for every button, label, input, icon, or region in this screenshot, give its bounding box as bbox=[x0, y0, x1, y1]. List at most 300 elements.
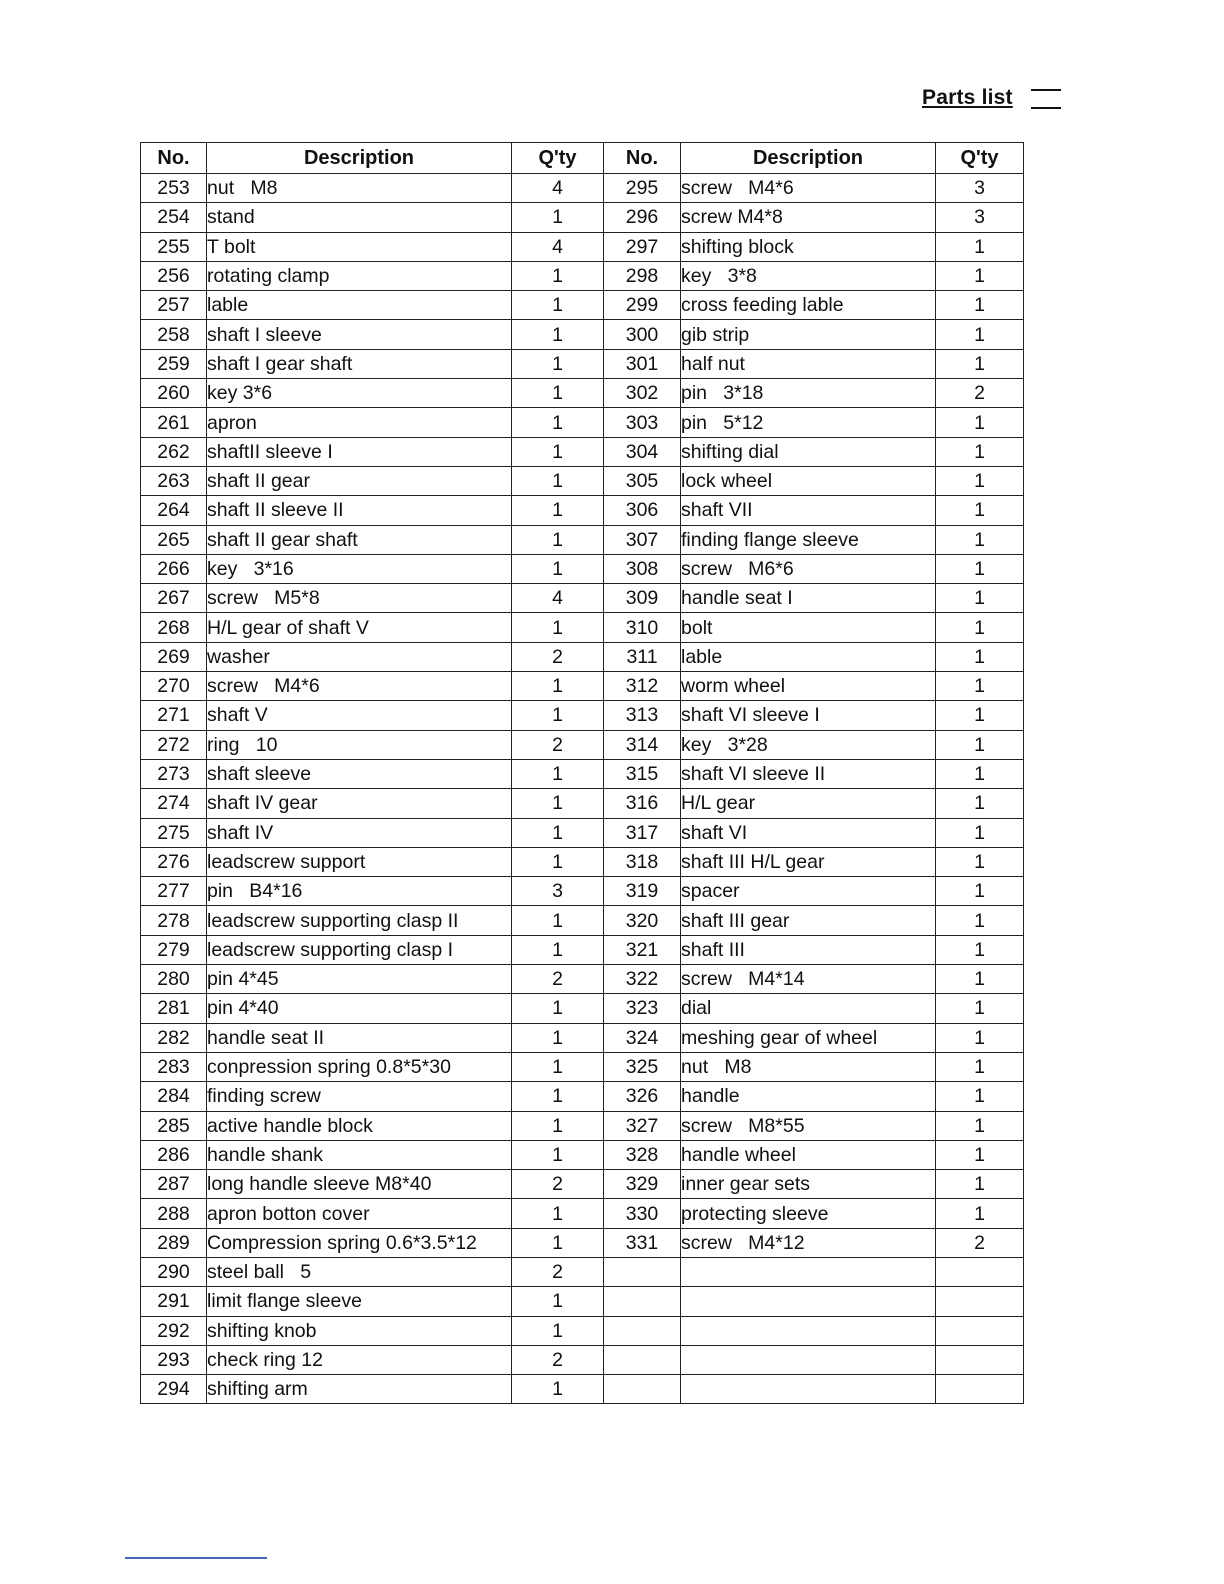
part-description-cell: screw M4*14 bbox=[681, 965, 936, 994]
part-number-cell: 263 bbox=[141, 466, 207, 495]
part-description-cell: steel ball 5 bbox=[207, 1257, 512, 1286]
part-quantity-cell: 1 bbox=[936, 1023, 1024, 1052]
part-description-cell: finding screw bbox=[207, 1082, 512, 1111]
part-description-cell: apron bbox=[207, 408, 512, 437]
part-description-cell: nut M8 bbox=[681, 1052, 936, 1081]
part-quantity-cell: 1 bbox=[936, 994, 1024, 1023]
part-quantity-cell: 1 bbox=[512, 906, 604, 935]
part-quantity-cell: 1 bbox=[512, 1199, 604, 1228]
part-quantity-cell: 1 bbox=[936, 1140, 1024, 1169]
part-quantity-cell: 1 bbox=[512, 672, 604, 701]
table-row bbox=[141, 1375, 1024, 1404]
part-number-cell: 312 bbox=[604, 672, 681, 701]
part-quantity-cell: 1 bbox=[936, 613, 1024, 642]
table-row bbox=[141, 1228, 1024, 1257]
table-row bbox=[141, 994, 1024, 1023]
part-description-cell: H/L gear of shaft V bbox=[207, 613, 512, 642]
part-quantity-cell: 1 bbox=[512, 701, 604, 730]
table-row bbox=[141, 1257, 1024, 1286]
part-number-cell: 315 bbox=[604, 759, 681, 788]
part-quantity-cell: 1 bbox=[936, 584, 1024, 613]
part-quantity-cell bbox=[936, 1375, 1024, 1404]
part-quantity-cell: 1 bbox=[936, 701, 1024, 730]
part-description-cell: dial bbox=[681, 994, 936, 1023]
part-description-cell: rotating clamp bbox=[207, 261, 512, 290]
part-number-cell: 319 bbox=[604, 877, 681, 906]
part-description-cell: shifting dial bbox=[681, 437, 936, 466]
part-quantity-cell bbox=[936, 1316, 1024, 1345]
part-description-cell: screw M4*6 bbox=[681, 174, 936, 203]
part-number-cell: 299 bbox=[604, 291, 681, 320]
part-quantity-cell bbox=[936, 1345, 1024, 1374]
part-quantity-cell: 1 bbox=[936, 877, 1024, 906]
part-quantity-cell: 3 bbox=[936, 203, 1024, 232]
part-quantity-cell: 1 bbox=[936, 1052, 1024, 1081]
part-number-cell: 309 bbox=[604, 584, 681, 613]
part-description-cell: shifting knob bbox=[207, 1316, 512, 1345]
part-quantity-cell: 1 bbox=[512, 1023, 604, 1052]
part-description-cell: leadscrew support bbox=[207, 847, 512, 876]
part-quantity-cell: 1 bbox=[936, 1082, 1024, 1111]
part-description-cell: worm wheel bbox=[681, 672, 936, 701]
part-quantity-cell: 1 bbox=[512, 496, 604, 525]
part-quantity-cell: 4 bbox=[512, 584, 604, 613]
part-number-cell: 288 bbox=[141, 1199, 207, 1228]
part-description-cell: screw M4*8 bbox=[681, 203, 936, 232]
part-description-cell: key 3*16 bbox=[207, 554, 512, 583]
part-quantity-cell: 1 bbox=[512, 1316, 604, 1345]
table-row bbox=[141, 1111, 1024, 1140]
part-description-cell: stand bbox=[207, 203, 512, 232]
part-quantity-cell: 1 bbox=[512, 525, 604, 554]
part-number-cell: 294 bbox=[141, 1375, 207, 1404]
part-number-cell: 289 bbox=[141, 1228, 207, 1257]
part-description-cell: bolt bbox=[681, 613, 936, 642]
title-dash-decoration bbox=[1031, 89, 1061, 91]
part-quantity-cell: 2 bbox=[936, 1228, 1024, 1257]
part-number-cell: 330 bbox=[604, 1199, 681, 1228]
part-number-cell: 282 bbox=[141, 1023, 207, 1052]
part-number-cell: 272 bbox=[141, 730, 207, 759]
part-quantity-cell: 1 bbox=[936, 232, 1024, 261]
part-description-cell: handle bbox=[681, 1082, 936, 1111]
part-number-cell: 260 bbox=[141, 379, 207, 408]
part-description-cell: lock wheel bbox=[681, 466, 936, 495]
table-row bbox=[141, 642, 1024, 671]
part-quantity-cell: 2 bbox=[512, 642, 604, 671]
part-description-cell: key 3*28 bbox=[681, 730, 936, 759]
part-description-cell bbox=[681, 1257, 936, 1286]
part-quantity-cell: 1 bbox=[512, 1228, 604, 1257]
part-quantity-cell bbox=[936, 1287, 1024, 1316]
table-row bbox=[141, 759, 1024, 788]
part-quantity-cell: 2 bbox=[512, 965, 604, 994]
part-number-cell: 313 bbox=[604, 701, 681, 730]
table-row bbox=[141, 408, 1024, 437]
part-number-cell: 292 bbox=[141, 1316, 207, 1345]
table-row bbox=[141, 496, 1024, 525]
part-description-cell: shaft II sleeve II bbox=[207, 496, 512, 525]
part-number-cell: 322 bbox=[604, 965, 681, 994]
part-number-cell bbox=[604, 1316, 681, 1345]
part-number-cell: 295 bbox=[604, 174, 681, 203]
footer-line bbox=[125, 1557, 267, 1559]
part-description-cell: T bolt bbox=[207, 232, 512, 261]
part-description-cell: lable bbox=[681, 642, 936, 671]
part-description-cell: cross feeding lable bbox=[681, 291, 936, 320]
part-quantity-cell: 1 bbox=[936, 759, 1024, 788]
table-row bbox=[141, 525, 1024, 554]
part-description-cell: leadscrew supporting clasp II bbox=[207, 906, 512, 935]
part-number-cell: 290 bbox=[141, 1257, 207, 1286]
table-row bbox=[141, 320, 1024, 349]
column-header-qty: Q'ty bbox=[936, 143, 1024, 174]
table-row bbox=[141, 1287, 1024, 1316]
part-quantity-cell: 1 bbox=[512, 1140, 604, 1169]
part-description-cell: conpression spring 0.8*5*30 bbox=[207, 1052, 512, 1081]
part-quantity-cell: 1 bbox=[512, 789, 604, 818]
table-row bbox=[141, 965, 1024, 994]
part-number-cell: 327 bbox=[604, 1111, 681, 1140]
table-row bbox=[141, 349, 1024, 378]
part-quantity-cell bbox=[936, 1257, 1024, 1286]
part-quantity-cell: 1 bbox=[936, 408, 1024, 437]
table-row bbox=[141, 1199, 1024, 1228]
part-description-cell bbox=[681, 1375, 936, 1404]
table-row bbox=[141, 789, 1024, 818]
part-number-cell: 300 bbox=[604, 320, 681, 349]
table-row bbox=[141, 1052, 1024, 1081]
part-number-cell: 255 bbox=[141, 232, 207, 261]
part-quantity-cell: 2 bbox=[512, 730, 604, 759]
part-description-cell: spacer bbox=[681, 877, 936, 906]
part-number-cell: 287 bbox=[141, 1170, 207, 1199]
part-quantity-cell: 1 bbox=[512, 291, 604, 320]
part-number-cell: 306 bbox=[604, 496, 681, 525]
table-row bbox=[141, 701, 1024, 730]
part-description-cell: shaft I gear shaft bbox=[207, 349, 512, 378]
part-number-cell: 293 bbox=[141, 1345, 207, 1374]
part-number-cell: 301 bbox=[604, 349, 681, 378]
part-quantity-cell: 1 bbox=[512, 994, 604, 1023]
part-quantity-cell: 1 bbox=[512, 554, 604, 583]
part-number-cell: 317 bbox=[604, 818, 681, 847]
part-quantity-cell: 1 bbox=[512, 1287, 604, 1316]
part-number-cell: 291 bbox=[141, 1287, 207, 1316]
part-description-cell: shaft VI sleeve II bbox=[681, 759, 936, 788]
table-row bbox=[141, 730, 1024, 759]
part-description-cell: handle seat II bbox=[207, 1023, 512, 1052]
part-description-cell: shaft III gear bbox=[681, 906, 936, 935]
page-title: Parts list bbox=[922, 86, 1013, 109]
part-description-cell: shaft IV bbox=[207, 818, 512, 847]
part-quantity-cell: 2 bbox=[936, 379, 1024, 408]
part-description-cell: shaftII sleeve I bbox=[207, 437, 512, 466]
part-number-cell: 268 bbox=[141, 613, 207, 642]
part-number-cell bbox=[604, 1345, 681, 1374]
table-row bbox=[141, 906, 1024, 935]
part-number-cell: 304 bbox=[604, 437, 681, 466]
title-dash-decoration bbox=[1031, 107, 1061, 109]
part-number-cell: 284 bbox=[141, 1082, 207, 1111]
part-description-cell: inner gear sets bbox=[681, 1170, 936, 1199]
table-row bbox=[141, 203, 1024, 232]
part-number-cell: 324 bbox=[604, 1023, 681, 1052]
part-number-cell: 256 bbox=[141, 261, 207, 290]
part-quantity-cell: 1 bbox=[512, 847, 604, 876]
table-row bbox=[141, 613, 1024, 642]
part-quantity-cell: 1 bbox=[936, 847, 1024, 876]
part-description-cell: shifting block bbox=[681, 232, 936, 261]
part-quantity-cell: 1 bbox=[512, 261, 604, 290]
part-quantity-cell: 1 bbox=[512, 759, 604, 788]
part-description-cell: shaft III H/L gear bbox=[681, 847, 936, 876]
part-quantity-cell: 2 bbox=[512, 1257, 604, 1286]
part-description-cell: shaft VI sleeve I bbox=[681, 701, 936, 730]
part-description-cell: long handle sleeve M8*40 bbox=[207, 1170, 512, 1199]
part-quantity-cell: 4 bbox=[512, 174, 604, 203]
parts-table-body bbox=[141, 174, 1024, 1404]
part-quantity-cell: 1 bbox=[512, 349, 604, 378]
column-header-qty: Q'ty bbox=[512, 143, 604, 174]
part-description-cell: pin 3*18 bbox=[681, 379, 936, 408]
part-number-cell: 274 bbox=[141, 789, 207, 818]
part-number-cell: 323 bbox=[604, 994, 681, 1023]
part-description-cell: check ring 12 bbox=[207, 1345, 512, 1374]
part-quantity-cell: 1 bbox=[936, 1170, 1024, 1199]
part-quantity-cell: 1 bbox=[512, 466, 604, 495]
table-row bbox=[141, 584, 1024, 613]
part-number-cell: 320 bbox=[604, 906, 681, 935]
part-number-cell: 307 bbox=[604, 525, 681, 554]
table-row bbox=[141, 1082, 1024, 1111]
part-quantity-cell: 1 bbox=[512, 320, 604, 349]
part-number-cell: 298 bbox=[604, 261, 681, 290]
part-quantity-cell: 1 bbox=[936, 1199, 1024, 1228]
part-number-cell: 265 bbox=[141, 525, 207, 554]
part-quantity-cell: 1 bbox=[936, 789, 1024, 818]
part-quantity-cell: 2 bbox=[512, 1345, 604, 1374]
table-row bbox=[141, 261, 1024, 290]
part-quantity-cell: 1 bbox=[936, 730, 1024, 759]
part-description-cell: meshing gear of wheel bbox=[681, 1023, 936, 1052]
part-description-cell: screw M5*8 bbox=[207, 584, 512, 613]
part-number-cell: 278 bbox=[141, 906, 207, 935]
part-quantity-cell: 1 bbox=[936, 525, 1024, 554]
part-number-cell: 296 bbox=[604, 203, 681, 232]
part-description-cell: screw M8*55 bbox=[681, 1111, 936, 1140]
part-number-cell: 321 bbox=[604, 935, 681, 964]
part-number-cell: 328 bbox=[604, 1140, 681, 1169]
part-quantity-cell: 1 bbox=[936, 672, 1024, 701]
part-number-cell: 285 bbox=[141, 1111, 207, 1140]
part-description-cell: shaft II gear shaft bbox=[207, 525, 512, 554]
part-quantity-cell: 1 bbox=[512, 1082, 604, 1111]
part-quantity-cell: 1 bbox=[936, 261, 1024, 290]
part-description-cell: Compression spring 0.6*3.5*12 bbox=[207, 1228, 512, 1257]
part-quantity-cell: 1 bbox=[512, 1052, 604, 1081]
part-description-cell bbox=[681, 1316, 936, 1345]
part-quantity-cell: 1 bbox=[936, 466, 1024, 495]
part-number-cell: 273 bbox=[141, 759, 207, 788]
part-quantity-cell: 1 bbox=[936, 291, 1024, 320]
part-description-cell: shaft VI bbox=[681, 818, 936, 847]
part-number-cell: 257 bbox=[141, 291, 207, 320]
table-row bbox=[141, 1170, 1024, 1199]
part-number-cell: 275 bbox=[141, 818, 207, 847]
column-header-no: No. bbox=[604, 143, 681, 174]
part-quantity-cell: 1 bbox=[936, 437, 1024, 466]
part-description-cell: key 3*8 bbox=[681, 261, 936, 290]
part-number-cell: 286 bbox=[141, 1140, 207, 1169]
table-row bbox=[141, 379, 1024, 408]
part-description-cell: handle shank bbox=[207, 1140, 512, 1169]
part-description-cell: handle seat I bbox=[681, 584, 936, 613]
part-quantity-cell: 1 bbox=[936, 320, 1024, 349]
part-number-cell: 318 bbox=[604, 847, 681, 876]
column-header-description: Description bbox=[207, 143, 512, 174]
table-row bbox=[141, 554, 1024, 583]
table-row bbox=[141, 437, 1024, 466]
column-header-description: Description bbox=[681, 143, 936, 174]
part-number-cell bbox=[604, 1375, 681, 1404]
table-row bbox=[141, 935, 1024, 964]
part-number-cell: 277 bbox=[141, 877, 207, 906]
part-number-cell: 316 bbox=[604, 789, 681, 818]
part-number-cell: 280 bbox=[141, 965, 207, 994]
part-description-cell: pin B4*16 bbox=[207, 877, 512, 906]
part-quantity-cell: 1 bbox=[936, 496, 1024, 525]
part-quantity-cell: 1 bbox=[512, 203, 604, 232]
part-quantity-cell: 1 bbox=[512, 935, 604, 964]
part-description-cell: shaft sleeve bbox=[207, 759, 512, 788]
part-description-cell: screw M6*6 bbox=[681, 554, 936, 583]
part-quantity-cell: 1 bbox=[936, 642, 1024, 671]
part-number-cell: 261 bbox=[141, 408, 207, 437]
part-description-cell: shaft II gear bbox=[207, 466, 512, 495]
table-header-row bbox=[141, 143, 1024, 174]
part-number-cell: 258 bbox=[141, 320, 207, 349]
column-header-no: No. bbox=[141, 143, 207, 174]
part-quantity-cell: 1 bbox=[512, 408, 604, 437]
table-row bbox=[141, 291, 1024, 320]
part-description-cell: half nut bbox=[681, 349, 936, 378]
table-row bbox=[141, 174, 1024, 203]
part-description-cell: handle wheel bbox=[681, 1140, 936, 1169]
part-description-cell: screw M4*12 bbox=[681, 1228, 936, 1257]
part-number-cell: 253 bbox=[141, 174, 207, 203]
part-number-cell: 266 bbox=[141, 554, 207, 583]
part-number-cell: 329 bbox=[604, 1170, 681, 1199]
part-quantity-cell: 4 bbox=[512, 232, 604, 261]
part-description-cell: pin 4*45 bbox=[207, 965, 512, 994]
part-number-cell: 259 bbox=[141, 349, 207, 378]
table-row bbox=[141, 818, 1024, 847]
part-quantity-cell: 1 bbox=[936, 554, 1024, 583]
part-description-cell: pin 4*40 bbox=[207, 994, 512, 1023]
table-row bbox=[141, 877, 1024, 906]
part-description-cell: limit flange sleeve bbox=[207, 1287, 512, 1316]
part-number-cell: 279 bbox=[141, 935, 207, 964]
part-quantity-cell: 1 bbox=[512, 1375, 604, 1404]
part-number-cell: 254 bbox=[141, 203, 207, 232]
part-quantity-cell: 1 bbox=[936, 906, 1024, 935]
part-number-cell: 262 bbox=[141, 437, 207, 466]
part-description-cell: shifting arm bbox=[207, 1375, 512, 1404]
part-description-cell: shaft III bbox=[681, 935, 936, 964]
part-description-cell: leadscrew supporting clasp I bbox=[207, 935, 512, 964]
part-quantity-cell: 1 bbox=[936, 818, 1024, 847]
part-description-cell: ring 10 bbox=[207, 730, 512, 759]
part-quantity-cell: 3 bbox=[512, 877, 604, 906]
table-row bbox=[141, 1140, 1024, 1169]
part-number-cell: 308 bbox=[604, 554, 681, 583]
part-number-cell: 270 bbox=[141, 672, 207, 701]
table-row bbox=[141, 466, 1024, 495]
table-row bbox=[141, 1023, 1024, 1052]
part-number-cell: 331 bbox=[604, 1228, 681, 1257]
part-description-cell: key 3*6 bbox=[207, 379, 512, 408]
part-number-cell: 297 bbox=[604, 232, 681, 261]
part-number-cell: 269 bbox=[141, 642, 207, 671]
part-description-cell: H/L gear bbox=[681, 789, 936, 818]
part-quantity-cell: 1 bbox=[512, 818, 604, 847]
part-description-cell bbox=[681, 1345, 936, 1374]
part-number-cell: 271 bbox=[141, 701, 207, 730]
part-description-cell: shaft VII bbox=[681, 496, 936, 525]
part-quantity-cell: 1 bbox=[936, 1111, 1024, 1140]
part-quantity-cell: 1 bbox=[512, 437, 604, 466]
part-number-cell: 281 bbox=[141, 994, 207, 1023]
part-number-cell: 264 bbox=[141, 496, 207, 525]
part-description-cell: active handle block bbox=[207, 1111, 512, 1140]
part-number-cell: 305 bbox=[604, 466, 681, 495]
part-number-cell: 311 bbox=[604, 642, 681, 671]
part-description-cell: shaft V bbox=[207, 701, 512, 730]
parts-table bbox=[140, 142, 1024, 1404]
part-quantity-cell: 1 bbox=[936, 349, 1024, 378]
part-quantity-cell: 1 bbox=[512, 1111, 604, 1140]
part-quantity-cell: 3 bbox=[936, 174, 1024, 203]
part-number-cell bbox=[604, 1287, 681, 1316]
part-quantity-cell: 1 bbox=[936, 935, 1024, 964]
table-row bbox=[141, 847, 1024, 876]
part-description-cell: shaft IV gear bbox=[207, 789, 512, 818]
part-description-cell: gib strip bbox=[681, 320, 936, 349]
part-number-cell: 326 bbox=[604, 1082, 681, 1111]
part-description-cell: washer bbox=[207, 642, 512, 671]
part-number-cell: 303 bbox=[604, 408, 681, 437]
part-number-cell: 325 bbox=[604, 1052, 681, 1081]
part-quantity-cell: 1 bbox=[512, 613, 604, 642]
part-number-cell: 283 bbox=[141, 1052, 207, 1081]
table-row bbox=[141, 232, 1024, 261]
part-description-cell: shaft I sleeve bbox=[207, 320, 512, 349]
part-description-cell: lable bbox=[207, 291, 512, 320]
part-number-cell: 310 bbox=[604, 613, 681, 642]
part-description-cell: protecting sleeve bbox=[681, 1199, 936, 1228]
part-description-cell bbox=[681, 1287, 936, 1316]
part-description-cell: pin 5*12 bbox=[681, 408, 936, 437]
part-number-cell bbox=[604, 1257, 681, 1286]
part-quantity-cell: 1 bbox=[512, 379, 604, 408]
part-quantity-cell: 2 bbox=[512, 1170, 604, 1199]
part-description-cell: screw M4*6 bbox=[207, 672, 512, 701]
table-row bbox=[141, 672, 1024, 701]
table-row bbox=[141, 1345, 1024, 1374]
part-number-cell: 276 bbox=[141, 847, 207, 876]
part-description-cell: finding flange sleeve bbox=[681, 525, 936, 554]
